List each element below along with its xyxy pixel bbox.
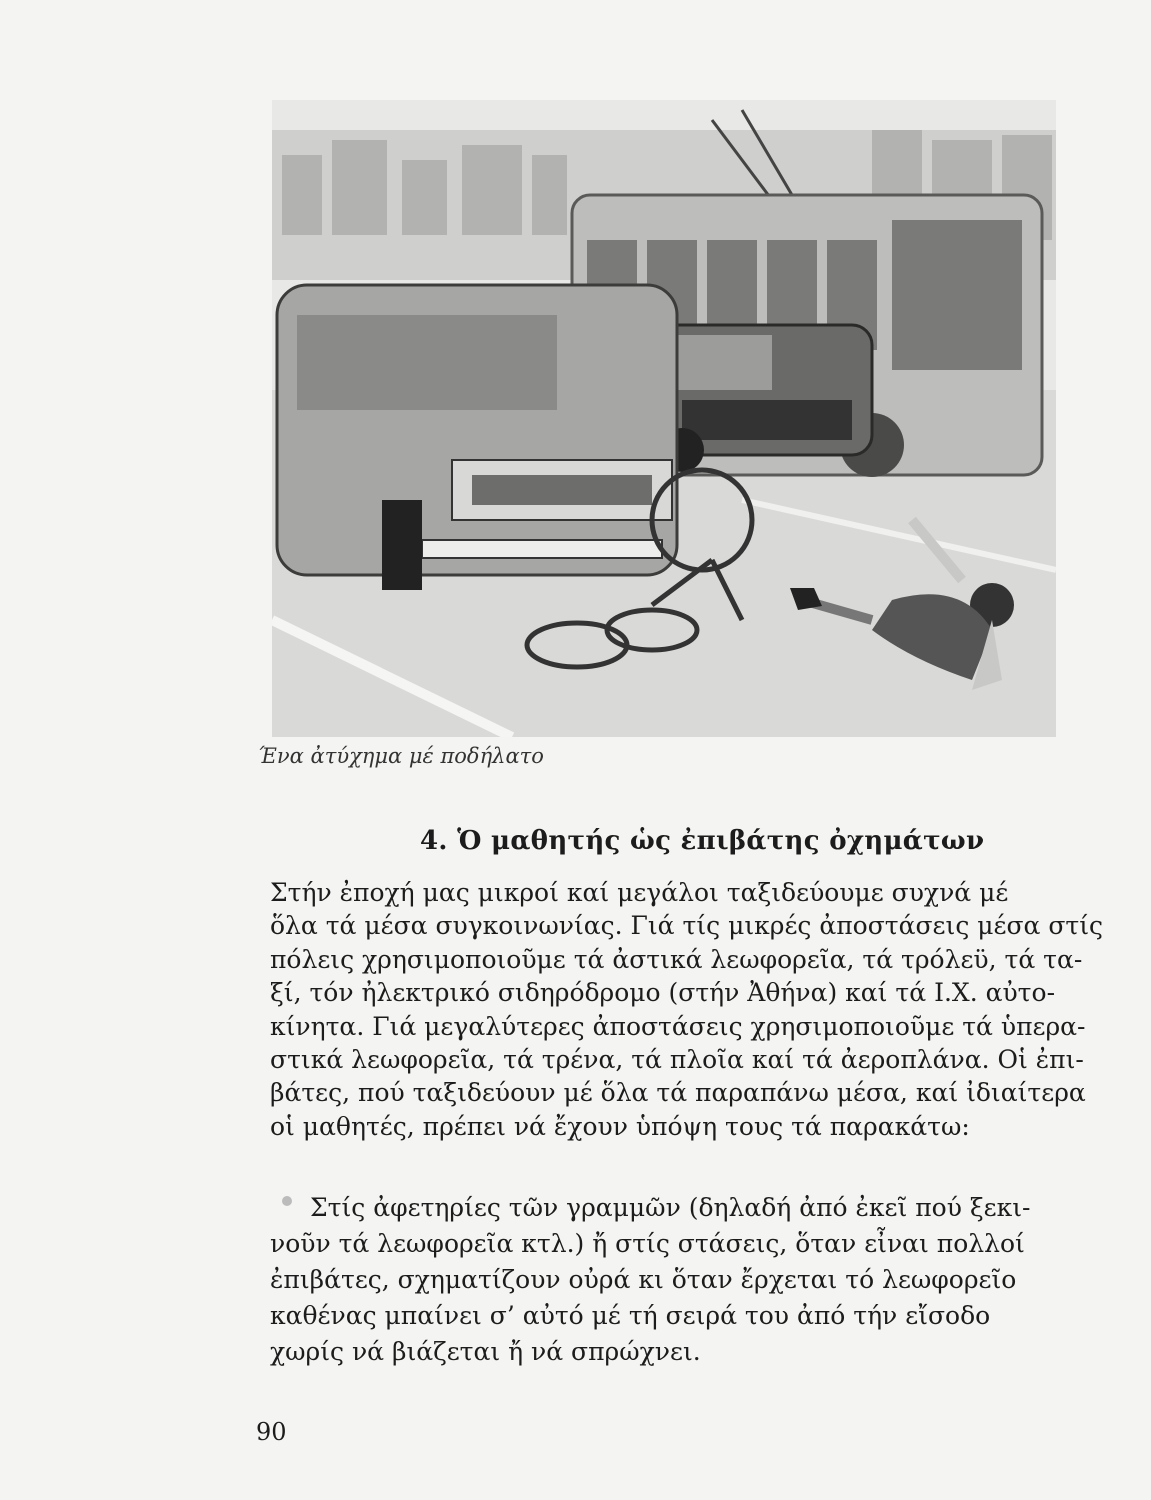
bullet-dot-icon [282,1196,292,1206]
paragraph-line: Στήν ἐποχή μας μικροί καί μεγάλοι ταξιδεύουμε συχνά μέ [270,878,1009,907]
body-paragraph [270,876,1104,1143]
bullet-line: χωρίς νά βιάζεται ἤ νά σπρώχνει. [270,1337,701,1366]
bicycle-accident-illustration [272,100,1056,737]
paragraph-line: κίνητα. Γιά μεγαλύτερες ἀποστάσεις χρησιμοποιοῦμε τά ὑπερα- [270,1011,1086,1041]
bullet-item [270,1190,1060,1370]
paragraph-line: ὅλα τά μέσα συγκοινωνίας. Γιά τίς μικρές ἀποστάσεις μέσα στίς [270,911,1104,941]
bullet-line: καθένας μπαίνει σ’ αὐτό μέ τή σειρά του ἀπό τήν εἴσοδο [270,1301,991,1330]
paragraph-line: οἱ μαθητές, πρέπει νά ἔχουν ὑπόψη τους τά παρακάτω: [270,1111,970,1141]
paragraph-line: πόλεις χρησιμοποιοῦμε τά ἀστικά λεωφορεῖα, τά τρόλεϋ, τά τα- [270,944,1083,974]
bullet-line: ἐπιβάτες, σχηματίζουν οὐρά κι ὅταν ἔρχεται τό λεωφορεῖο [270,1265,1017,1294]
bullet-line: Στίς ἀφετηρίες τῶν γραμμῶν (δηλαδή ἀπό ἐκεῖ πού ξεκι- [310,1193,1031,1222]
page-number: 90 [256,1418,287,1446]
bullet-text [270,1190,1060,1370]
figure-caption: Ένα ἀτύχημα μέ ποδήλατο [258,744,544,768]
paragraph-line: στικά λεωφορεῖα, τά τρένα, τά πλοῖα καί τά ἀεροπλάνα. Οἱ ἐπι- [270,1045,1084,1075]
bullet-line: νοῦν τά λεωφορεῖα κτλ.) ἤ στίς στάσεις, ὅταν εἶναι πολλοί [270,1229,1025,1258]
paragraph-line: βάτες, πού ταξιδεύουν μέ ὅλα τά παραπάνω μέσα, καί ἰδιαίτερα [270,1078,1086,1108]
section-heading: 4. Ὁ μαθητής ὡς ἐπιβάτης ὀχημάτων [420,826,985,856]
paragraph-line: ξί, τόν ἠλεκτρικό σιδηρόδρομο (στήν Ἀθήνα) καί τά Ι.Χ. αὐτο- [270,978,1056,1008]
